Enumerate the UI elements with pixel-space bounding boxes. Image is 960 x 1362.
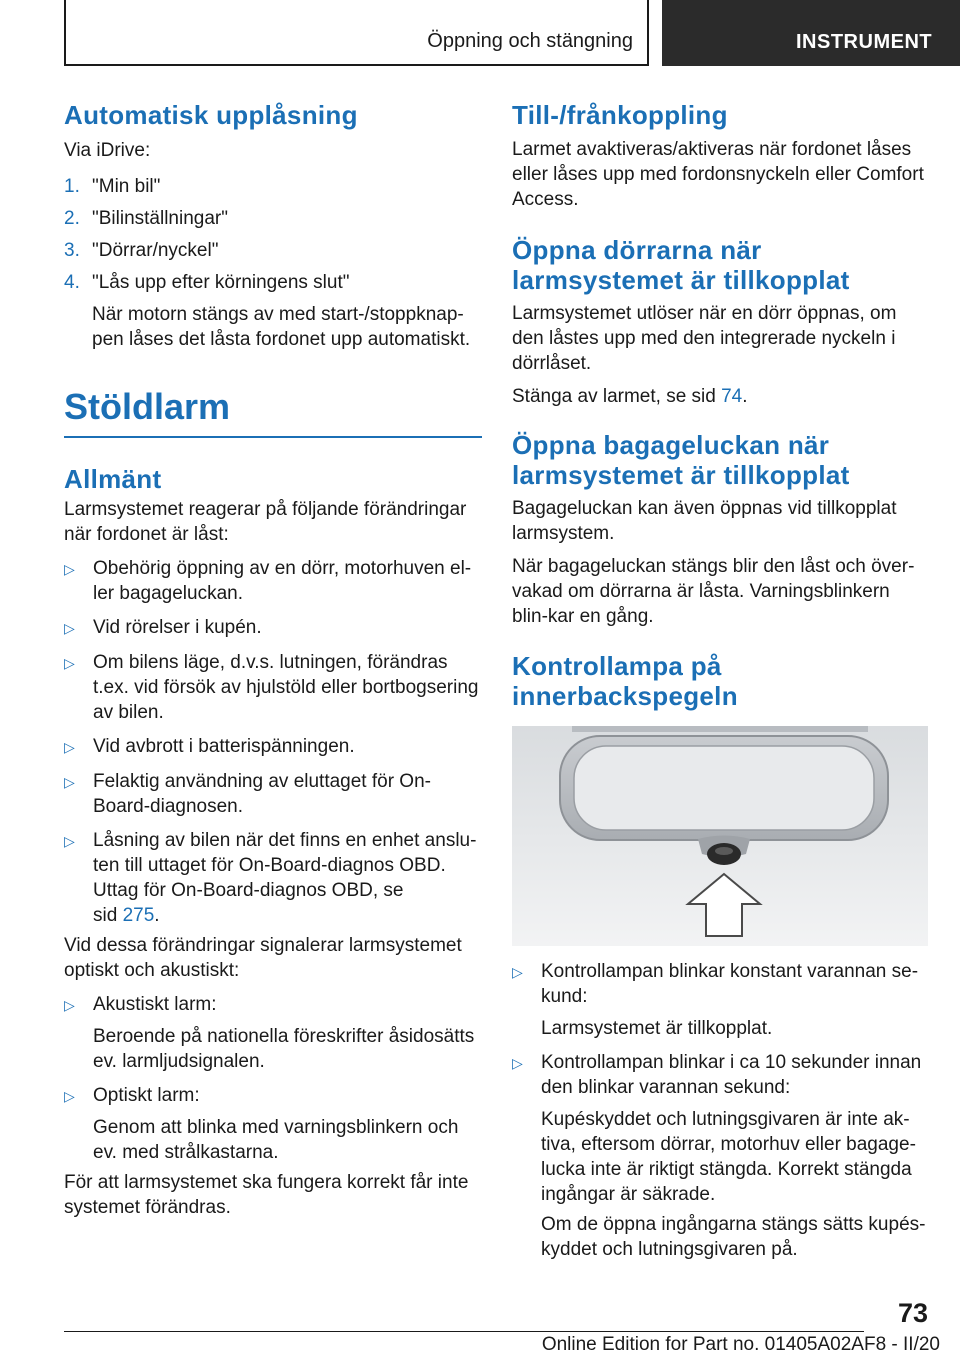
page-number: 73 xyxy=(897,1298,928,1328)
alarm-heading: Stöldlarm xyxy=(64,386,231,427)
step-text: "Bilinställningar" xyxy=(92,208,228,229)
list-item: ▷ Optiskt larm: Genom att blinka med varningsblinkern och ev. med strålkastarna. xyxy=(64,1085,459,1163)
list-item: ▷ Akustiskt larm: Beroende på nationella föreskrifter åsidosätts ev. larmljudsignalen. xyxy=(64,994,475,1072)
toggle-text: Larmet avaktiveras/aktiveras när fordonet låses eller låses upp med fordonsnyckeln eller Comfort Access. xyxy=(512,139,924,210)
section-title: Öppning och stängning xyxy=(427,30,633,52)
rearview-mirror-illustration xyxy=(512,726,928,946)
trunk-text-1: Bagageluckan kan även öppnas vid tillkopplat larmsystem. xyxy=(512,498,897,544)
step-note: När motorn stängs av med start-/stoppknap-pen låses det låsta fordonet upp automatiskt. xyxy=(92,304,471,350)
step-item xyxy=(64,174,482,199)
list-item: ▷ Obehörig öppning av en dörr, motorhuven el-ler bagageluckan. xyxy=(64,558,472,604)
lamp-heading: Kontrollampa på innerbackspegeln xyxy=(512,651,738,711)
list-item: ▷ Felaktig användning av eluttaget för On-Board-diagnosen. xyxy=(64,771,431,817)
triangle-right-outline-icon: ▷ xyxy=(64,620,75,636)
triangle-right-outline-icon: ▷ xyxy=(64,561,75,577)
chapter-tab xyxy=(662,0,960,66)
signal-intro: Vid dessa förändringar signalerar larmsystemet optiskt och akustiskt: xyxy=(64,935,462,981)
toggle-heading: Till-/frånkoppling xyxy=(512,100,728,130)
step-item xyxy=(64,238,482,263)
right-column xyxy=(512,100,928,1262)
alarm-closing: För att larmsystemet ska fungera korrekt får inte systemet förändras. xyxy=(64,1172,469,1218)
section-tab xyxy=(64,0,649,66)
signal-list xyxy=(64,992,482,1165)
doors-stop-text: Stänga av larmet, se sid 74. xyxy=(512,386,748,407)
list-item: ▷ Om bilens läge, d.v.s. lutningen, förändras t.ex. vid försök av hjulstöld eller bortbogsering av bilen. xyxy=(64,652,479,723)
doors-heading: Öppna dörrarna när larmsystemet är tillkopplat xyxy=(512,235,850,295)
list-item: ▷ Kontrollampan blinkar konstant varannan se-kund: Larmsystemet är tillkopplat. xyxy=(512,961,919,1039)
step-item xyxy=(64,206,482,231)
auto-unlock-heading: Automatisk upplåsning xyxy=(64,100,358,130)
alarm-trigger-list xyxy=(64,556,482,928)
step-text: "Dörrar/nyckel" xyxy=(92,240,219,261)
list-item: ▷ Vid rörelser i kupén. xyxy=(64,615,482,641)
step-number: 2. xyxy=(64,208,80,229)
lamp-status-list xyxy=(512,959,928,1262)
page-header xyxy=(0,0,960,66)
footer-divider xyxy=(64,1331,864,1332)
step-number: 3. xyxy=(64,240,80,261)
step-number: 1. xyxy=(64,176,80,197)
auto-unlock-intro: Via iDrive: xyxy=(64,140,151,161)
list-item: ▷ Vid avbrott i batterispänningen. xyxy=(64,734,482,760)
page-link-275[interactable]: 275 xyxy=(122,905,155,926)
triangle-right-outline-icon: ▷ xyxy=(64,1088,75,1104)
step-item xyxy=(64,270,482,352)
page-link-74[interactable]: 74 xyxy=(721,386,743,407)
general-intro: Larmsystemet reagerar på följande förändringar när fordonet är låst: xyxy=(64,499,467,545)
doors-text: Larmsystemet utlöser när en dörr öppnas, om den låstes upp med den integrerade nyckeln i dörrlåset. xyxy=(512,303,897,374)
trunk-heading: Öppna bagageluckan när larmsystemet är tillkopplat xyxy=(512,430,850,490)
triangle-right-outline-icon: ▷ xyxy=(64,774,75,790)
mirror-glass xyxy=(574,746,874,830)
auto-unlock-steps xyxy=(64,174,482,352)
list-item: ▷ Låsning av bilen när det finns en enhet anslu-ten till uttaget för On-Board-diagnos OBD. Uttag för On-Board-diagnos OBD, se sid 275. xyxy=(64,830,477,926)
triangle-right-outline-icon: ▷ xyxy=(64,655,75,671)
alarm-heading-block xyxy=(64,386,482,438)
triangle-right-outline-icon: ▷ xyxy=(512,1055,523,1071)
edition-text: Online Edition for Part no. 01405A02AF8 - II/20 xyxy=(541,1334,940,1355)
left-column xyxy=(64,100,482,1220)
triangle-right-outline-icon: ▷ xyxy=(64,997,75,1013)
step-text: "Min bil" xyxy=(92,176,161,197)
general-heading: Allmänt xyxy=(64,464,162,494)
triangle-right-outline-icon: ▷ xyxy=(64,739,75,755)
chapter-title: INSTRUMENT xyxy=(796,31,933,53)
mirror-figure xyxy=(512,726,928,946)
list-item: ▷ Kontrollampan blinkar i ca 10 sekunder innan den blinkar varannan sekund: Kupéskyddet och lutningsgivaren är inte ak-tiva, eftersom dörrar, motorhuv eller bagage-lucka inte är riktigt stängda. Korrekt stängda ingångar är säkrade. Om de öppna ingångarna stängs sätts kupés-kyddet och lutningsgivaren på. xyxy=(512,1052,926,1260)
trunk-text-2: När bagageluckan stängs blir den låst och över-vakad om dörrarna är låsta. Varningsblinkern blin-kar en gång. xyxy=(512,556,915,627)
step-text: "Lås upp efter körningens slut" xyxy=(92,272,350,293)
step-number: 4. xyxy=(64,272,80,293)
triangle-right-outline-icon: ▷ xyxy=(64,833,75,849)
triangle-right-outline-icon: ▷ xyxy=(512,964,523,980)
